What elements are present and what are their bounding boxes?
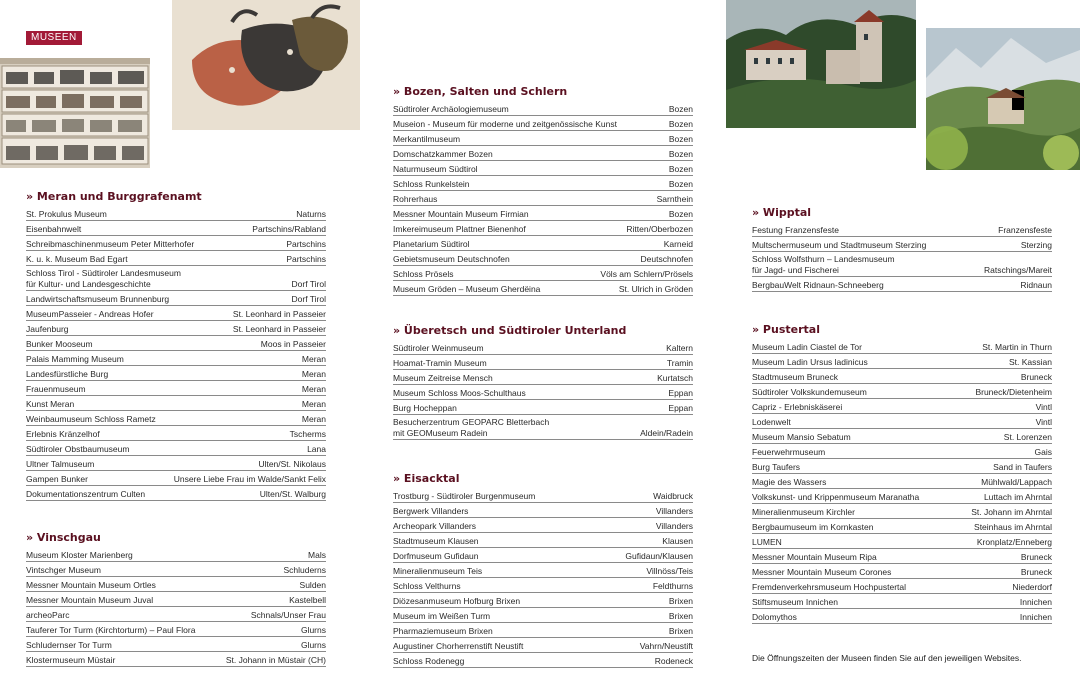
museum-row — [752, 474, 1052, 489]
museum-location: Dorf Tirol — [291, 278, 326, 289]
museum-name: archeoParc — [26, 609, 70, 620]
museum-location: Moos in Passeier — [260, 338, 326, 349]
museum-location: Villanders — [655, 505, 693, 516]
museum-row — [393, 638, 693, 653]
museum-location: Kastelbell — [289, 594, 326, 605]
entry-list-vinschgau — [26, 547, 326, 667]
museum-row — [26, 336, 326, 351]
museum-name: Tauferer Tor Turm (Kirchtorturm) – Paul Flora — [26, 624, 196, 635]
museum-name: Museum Gröden – Museum Gherdëina — [393, 283, 541, 294]
castle-hill-photo — [726, 0, 916, 128]
museum-location: Sterzing — [1020, 239, 1052, 250]
museum-location: St. Lorenzen — [1003, 431, 1052, 442]
museum-location: Luttach im Ahrntal — [983, 491, 1052, 502]
museum-row — [393, 503, 693, 518]
museum-row — [26, 652, 326, 667]
museum-name: Lodenwelt — [752, 416, 791, 427]
museum-location: Völs am Schlern/Prösels — [600, 268, 693, 279]
museum-name: Bunker Mooseum — [26, 338, 93, 349]
typewriter-shelves-photo — [0, 58, 150, 168]
museum-location: Karneid — [663, 238, 693, 249]
museum-name: Messner Mountain Museum Juval — [26, 594, 154, 605]
museum-location: Ulten/St. Nikolaus — [258, 458, 326, 469]
museum-name: Messner Mountain Museum Ripa — [752, 551, 877, 562]
museum-location: Mals — [308, 549, 326, 560]
museum-location: Bruneck — [1020, 371, 1052, 382]
museum-name: Schloss Prösels — [393, 268, 454, 279]
museum-name: Südtiroler Obstbaumuseum — [26, 443, 130, 454]
museum-location: Ritten/Oberbozen — [626, 223, 693, 234]
museum-name: Museum Ladin Ursus ladinicus — [752, 356, 868, 367]
museum-row — [393, 593, 693, 608]
museum-row — [752, 339, 1052, 354]
museum-location: Kaltern — [666, 342, 693, 353]
museum-location: Gufidaun/Klausen — [625, 550, 693, 561]
museum-name: Südtiroler Archäologiemuseum — [393, 103, 509, 114]
museum-name: Pharmaziemuseum Brixen — [393, 625, 493, 636]
museum-location: Partschins/Rabland — [252, 223, 326, 234]
museum-name: Museum Schloss Moos-Schulthaus — [393, 387, 526, 398]
museum-name: Museum Mansio Sebatum — [752, 431, 851, 442]
museum-location: Vintl — [1035, 401, 1052, 412]
museum-location: Tramin — [666, 357, 693, 368]
museum-name: Hoamat-Tramin Museum — [393, 357, 487, 368]
museum-name: Volkskunst- und Krippenmuseum Maranatha — [752, 491, 920, 502]
museum-location: Bozen — [668, 118, 693, 129]
museum-location: Meran — [301, 368, 326, 379]
valley-castle-photo — [926, 28, 1080, 170]
museum-location: Aldein/Radein — [640, 427, 693, 438]
museum-row — [393, 266, 693, 281]
museum-row — [752, 252, 1052, 277]
museum-location: Lana — [307, 443, 326, 454]
museum-name: Festung Franzensfeste — [752, 224, 839, 235]
museum-row — [752, 519, 1052, 534]
museum-name: MuseumPasseier - Andreas Hofer — [26, 308, 154, 319]
museum-row — [26, 366, 326, 381]
section-title-vinschgau: » Vinschgau — [26, 531, 101, 544]
section-eisacktal — [393, 471, 693, 668]
museum-row — [26, 592, 326, 607]
museum-row — [26, 381, 326, 396]
museum-name: K. u. k. Museum Bad Egart — [26, 253, 128, 264]
entry-list-meran — [26, 206, 326, 501]
museum-name: Multschermuseum und Stadtmuseum Sterzing — [752, 239, 927, 250]
museum-location: St. Johann im Ahrntal — [971, 506, 1052, 517]
museum-row — [752, 237, 1052, 252]
section-title-pustertal: » Pustertal — [752, 323, 820, 336]
museum-name: Schloss Velthurns — [393, 580, 461, 591]
museum-location: Schnals/Unser Frau — [250, 609, 326, 620]
museum-row — [26, 547, 326, 562]
museum-name: Rohrerhaus — [393, 193, 438, 204]
museum-row — [752, 594, 1052, 609]
museum-location: Bozen — [668, 178, 693, 189]
museum-row — [752, 504, 1052, 519]
museum-row — [393, 578, 693, 593]
museum-location: Bruneck — [1020, 551, 1052, 562]
museum-row — [752, 534, 1052, 549]
museum-row — [26, 351, 326, 366]
museum-name: Schloss Tirol - Südtiroler Landesmuseum für Kultur- und Landesgeschichte — [26, 268, 181, 289]
museum-row — [393, 548, 693, 563]
section-title-ueberetsch: » Überetsch und Südtiroler Unterland — [393, 324, 627, 337]
museum-name: Palais Mamming Museum — [26, 353, 124, 364]
fresco-oxen-photo — [172, 0, 360, 130]
museum-row — [393, 161, 693, 176]
museum-name: Südtiroler Weinmuseum — [393, 342, 484, 353]
museum-name: Merkantilmuseum — [393, 133, 461, 144]
museum-location: Ridnaun — [1020, 279, 1052, 290]
museum-name: Capriz - Erlebniskäserei — [752, 401, 843, 412]
museum-name: Museum im Weißen Turm — [393, 610, 491, 621]
museum-location: Sarnthein — [656, 193, 693, 204]
museum-location: Bozen — [668, 208, 693, 219]
museum-name: Museion - Museum für moderne und zeitgenössische Kunst — [393, 118, 617, 129]
museum-location: Bozen — [668, 148, 693, 159]
entry-list-eisacktal — [393, 488, 693, 668]
museum-name: Schreibmaschinenmuseum Peter Mitterhofer — [26, 238, 195, 249]
museum-name: Mineralienmuseum Teis — [393, 565, 483, 576]
museum-name: Schloss Wolfsthurn – Landesmuseum für Jagd- und Fischerei — [752, 254, 895, 275]
museum-row — [393, 191, 693, 206]
museum-name: Museum Ladin Ciastel de Tor — [752, 341, 862, 352]
museum-row — [393, 281, 693, 296]
museum-location: Brixen — [668, 610, 693, 621]
museum-name: Schludernser Tor Turm — [26, 639, 112, 650]
museum-row — [393, 116, 693, 131]
museum-row — [26, 562, 326, 577]
museum-name: Feuerwehrmuseum — [752, 446, 826, 457]
museum-location: Meran — [301, 353, 326, 364]
museum-name: BergbauWelt Ridnaun-Schneeberg — [752, 279, 884, 290]
museum-row — [26, 471, 326, 486]
entry-list-bozen — [393, 101, 693, 296]
museum-row — [393, 400, 693, 415]
museum-name: Domschatzkammer Bozen — [393, 148, 493, 159]
museum-row — [752, 549, 1052, 564]
museum-location: Klausen — [662, 535, 693, 546]
section-title-meran: » Meran und Burggrafenamt — [26, 190, 202, 203]
museum-row — [752, 414, 1052, 429]
museum-name: Dolomythos — [752, 611, 797, 622]
museum-name: Kunst Meran — [26, 398, 75, 409]
museum-row — [26, 411, 326, 426]
museum-row — [26, 251, 326, 266]
museum-location: Tscherms — [289, 428, 326, 439]
museum-location: Gais — [1034, 446, 1052, 457]
museum-row — [393, 340, 693, 355]
museum-name: Frauenmuseum — [26, 383, 86, 394]
museum-name: Augustiner Chorherrenstift Neustift — [393, 640, 524, 651]
museum-location: St. Kassian — [1009, 356, 1052, 367]
museum-name: LUMEN — [752, 536, 782, 547]
museum-name: Jaufenburg — [26, 323, 69, 334]
museum-name: Diözesanmuseum Hofburg Brixen — [393, 595, 521, 606]
museum-location: St. Leonhard in Passeier — [232, 323, 326, 334]
museen-badge: MUSEEN — [26, 31, 82, 45]
museum-row — [393, 176, 693, 191]
museum-location: Steinhaus im Ahrntal — [974, 521, 1052, 532]
section-ueberetsch — [393, 323, 693, 440]
museum-row — [393, 236, 693, 251]
museum-name: Museum Kloster Marienberg — [26, 549, 133, 560]
museum-row — [393, 518, 693, 533]
museum-name: Stadtmuseum Klausen — [393, 535, 479, 546]
museum-name: Imkereimuseum Plattner Bienenhof — [393, 223, 526, 234]
museum-row — [393, 623, 693, 638]
museum-name: Messner Mountain Museum Corones — [752, 566, 892, 577]
museum-name: Burg Taufers — [752, 461, 801, 472]
museum-location: Vintl — [1035, 416, 1052, 427]
museum-location: Ratschings/Mareit — [983, 264, 1052, 275]
museum-location: Vahrn/Neustift — [639, 640, 693, 651]
museum-row — [752, 459, 1052, 474]
museum-location: Meran — [301, 398, 326, 409]
museum-row — [752, 489, 1052, 504]
museum-location: Bozen — [668, 163, 693, 174]
museum-location: Deutschnofen — [640, 253, 693, 264]
museum-name: Magie des Wassers — [752, 476, 827, 487]
museum-row — [393, 370, 693, 385]
entry-list-wipptal — [752, 222, 1052, 292]
museum-name: Mineralienmuseum Kirchler — [752, 506, 855, 517]
museum-name: Gebietsmuseum Deutschnofen — [393, 253, 510, 264]
museum-name: Weinbaumuseum Schloss Rametz — [26, 413, 156, 424]
section-pustertal — [752, 322, 1052, 624]
section-meran — [26, 189, 326, 501]
section-title-eisacktal: » Eisacktal — [393, 472, 460, 485]
museum-name: Eisenbahnwelt — [26, 223, 82, 234]
museum-location: Mühlwald/Lappach — [981, 476, 1052, 487]
museum-row — [393, 355, 693, 370]
entry-list-pustertal — [752, 339, 1052, 624]
museum-name: Messner Mountain Museum Firmian — [393, 208, 529, 219]
museum-row — [26, 441, 326, 456]
museum-row — [26, 637, 326, 652]
museum-name: Archeopark Villanders — [393, 520, 476, 531]
museum-name: Stadtmuseum Bruneck — [752, 371, 838, 382]
museum-location: Schluderns — [283, 564, 326, 575]
opening-hours-note: Die Öffnungszeiten der Museen finden Sie auf den jeweiligen Websites. — [752, 653, 1022, 663]
section-vinschgau — [26, 530, 326, 667]
museum-row — [26, 426, 326, 441]
museum-row — [393, 251, 693, 266]
museum-location: Partschins — [286, 253, 326, 264]
museum-location: Innichen — [1019, 611, 1052, 622]
museum-row — [26, 607, 326, 622]
museum-row — [752, 444, 1052, 459]
museum-name: Landwirtschaftsmuseum Brunnenburg — [26, 293, 170, 304]
museum-row — [393, 221, 693, 236]
museum-location: Brixen — [668, 595, 693, 606]
museum-name: Dokumentationszentrum Culten — [26, 488, 146, 499]
museum-name: Messner Mountain Museum Ortles — [26, 579, 156, 590]
museum-location: Innichen — [1019, 596, 1052, 607]
museum-name: Vintschger Museum — [26, 564, 101, 575]
museum-row — [26, 577, 326, 592]
museum-location: Franzensfeste — [998, 224, 1052, 235]
museum-name: St. Prokulus Museum — [26, 208, 107, 219]
museum-row — [26, 622, 326, 637]
museum-location: Brixen — [668, 625, 693, 636]
museum-row — [26, 396, 326, 411]
museum-location: Waidbruck — [653, 490, 693, 501]
museum-location: Glurns — [300, 639, 326, 650]
section-title-wipptal: » Wipptal — [752, 206, 812, 219]
museum-location: Kronplatz/Enneberg — [976, 536, 1052, 547]
section-wipptal — [752, 205, 1052, 292]
museum-location: Bozen — [668, 103, 693, 114]
museum-row — [26, 321, 326, 336]
museum-name: Schloss Rodenegg — [393, 655, 465, 666]
museum-location: Glurns — [300, 624, 326, 635]
museum-name: Planetarium Südtirol — [393, 238, 470, 249]
museum-row — [26, 306, 326, 321]
museum-name: Trostburg - Südtiroler Burgenmuseum — [393, 490, 536, 501]
museum-location: Sand in Taufers — [993, 461, 1052, 472]
museum-name: Gampen Bunker — [26, 473, 88, 484]
museum-name: Museum Zeitreise Mensch — [393, 372, 493, 383]
museum-location: Unsere Liebe Frau im Walde/Sankt Felix — [173, 473, 326, 484]
museum-row — [26, 206, 326, 221]
museum-row — [752, 429, 1052, 444]
museum-name: Erlebnis Kränzelhof — [26, 428, 100, 439]
museum-row — [393, 488, 693, 503]
museum-location: St. Martin in Thurn — [982, 341, 1052, 352]
museum-row — [26, 236, 326, 251]
museum-location: St. Leonhard in Passeier — [232, 308, 326, 319]
museum-name: Landesfürstliche Burg — [26, 368, 109, 379]
museum-row — [26, 291, 326, 306]
museum-name: Naturmuseum Südtirol — [393, 163, 478, 174]
museum-row — [752, 609, 1052, 624]
museum-row — [393, 146, 693, 161]
museum-row — [393, 415, 693, 440]
museum-row — [752, 354, 1052, 369]
museum-location: Bruneck/Dietenheim — [975, 386, 1052, 397]
museum-name: Besucherzentrum GEOPARC Bletterbach mit GEOMuseum Radein — [393, 417, 550, 438]
museum-location: Eppan — [668, 387, 693, 398]
museum-name: Bergbaumuseum im Kornkasten — [752, 521, 874, 532]
museum-name: Klostermuseum Müstair — [26, 654, 116, 665]
museum-row — [393, 608, 693, 623]
museum-row — [752, 579, 1052, 594]
museum-location: St. Ulrich in Gröden — [618, 283, 693, 294]
museum-name: Südtiroler Volkskundemuseum — [752, 386, 867, 397]
museum-row — [26, 221, 326, 236]
museum-location: Rodeneck — [654, 655, 693, 666]
museum-row — [752, 399, 1052, 414]
museum-location: Villnöss/Teis — [646, 565, 693, 576]
museum-row — [393, 385, 693, 400]
museum-location: Partschins — [286, 238, 326, 249]
museum-name: Ultner Talmuseum — [26, 458, 95, 469]
museum-location: Feldthurns — [652, 580, 693, 591]
museum-row — [393, 563, 693, 578]
museum-row — [752, 369, 1052, 384]
museum-row — [393, 653, 693, 668]
museum-location: Eppan — [668, 402, 693, 413]
museum-location: Ulten/St. Walburg — [259, 488, 326, 499]
museum-row — [393, 206, 693, 221]
museum-location: Bozen — [668, 133, 693, 144]
section-bozen — [393, 84, 693, 296]
museum-name: Bergwerk Villanders — [393, 505, 469, 516]
entry-list-ueberetsch — [393, 340, 693, 440]
museum-row — [26, 456, 326, 471]
museum-row — [393, 131, 693, 146]
museum-row — [393, 101, 693, 116]
section-title-bozen: » Bozen, Salten und Schlern — [393, 85, 568, 98]
museum-row — [752, 384, 1052, 399]
museum-row — [752, 277, 1052, 292]
museum-row — [752, 564, 1052, 579]
museum-name: Stiftsmuseum Innichen — [752, 596, 838, 607]
museum-row — [26, 266, 326, 291]
museum-location: Sulden — [299, 579, 326, 590]
museum-location: Bruneck — [1020, 566, 1052, 577]
museum-location: St. Johann in Müstair (CH) — [225, 654, 326, 665]
museum-name: Dorfmuseum Gufidaun — [393, 550, 479, 561]
museum-row — [393, 533, 693, 548]
museum-location: Meran — [301, 383, 326, 394]
museum-location: Kurtatsch — [657, 372, 693, 383]
museum-location: Dorf Tirol — [291, 293, 326, 304]
museum-location: Naturns — [296, 208, 326, 219]
museum-location: Villanders — [655, 520, 693, 531]
museum-location: Niederdorf — [1012, 581, 1052, 592]
museum-name: Fremdenverkehrsmuseum Hochpustertal — [752, 581, 907, 592]
museum-name: Schloss Runkelstein — [393, 178, 470, 189]
museum-row — [26, 486, 326, 501]
museum-row — [752, 222, 1052, 237]
museum-name: Burg Hocheppan — [393, 402, 457, 413]
museum-location: Meran — [301, 413, 326, 424]
